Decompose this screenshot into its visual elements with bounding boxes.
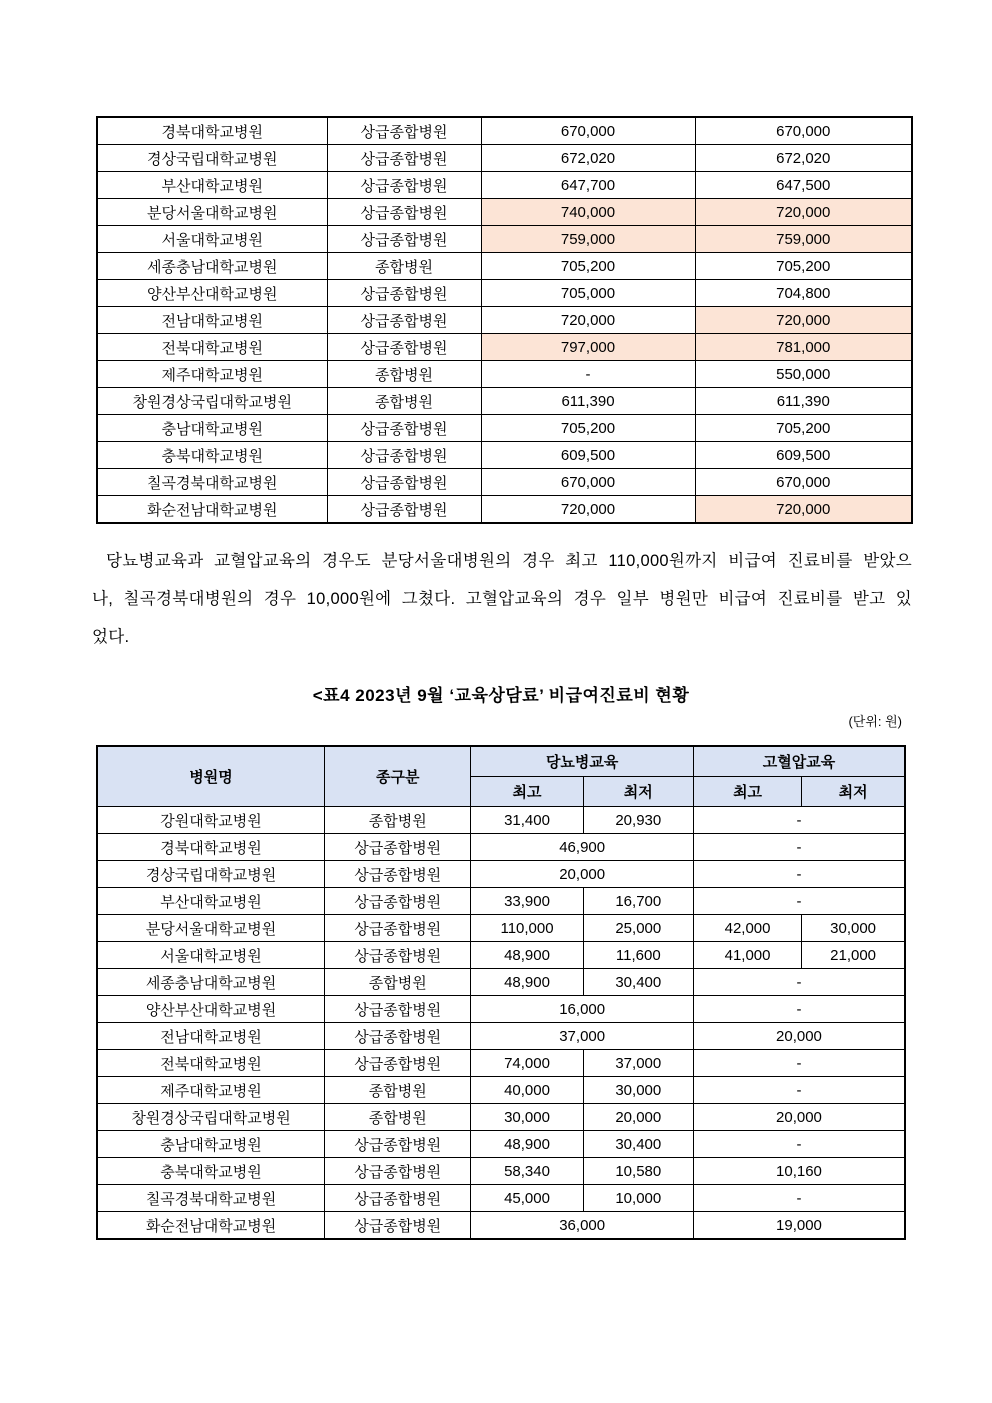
hospital-name-cell: 충남대학교병원: [97, 415, 327, 442]
hospital-category-cell: 종합병원: [325, 807, 471, 834]
diabetes-fee-cell: 20,000: [471, 861, 694, 888]
table-row: [97, 388, 912, 415]
hospital-name-cell: 전북대학교병원: [97, 334, 327, 361]
hospital-name-cell: 양산부산대학교병원: [97, 996, 325, 1023]
hypertension-fee-cell: -: [693, 807, 905, 834]
fee-value-cell: 611,390: [695, 388, 912, 415]
diabetes-fee-cell-min: 30,000: [583, 1077, 693, 1104]
hospital-category-cell: 상급종합병원: [327, 172, 481, 199]
diabetes-fee-cell-min: 16,700: [583, 888, 693, 915]
hypertension-fee-cell: -: [693, 1077, 905, 1104]
hospital-category-cell: 종합병원: [325, 1077, 471, 1104]
diabetes-fee-cell-min: 25,000: [583, 915, 693, 942]
header-diabetes-min: 최저: [583, 777, 693, 807]
fee-value-cell: 670,000: [695, 469, 912, 496]
hypertension-fee-cell-max: 42,000: [693, 915, 801, 942]
diabetes-fee-cell-max: 48,900: [471, 1131, 583, 1158]
hospital-name-cell: 칠곡경북대학교병원: [97, 469, 327, 496]
hospital-name-cell: 분당서울대학교병원: [97, 915, 325, 942]
table-row: [97, 1212, 905, 1240]
diabetes-fee-cell-min: 30,400: [583, 1131, 693, 1158]
table-row: [97, 199, 912, 226]
table-row: [97, 361, 912, 388]
education-fee-table-header: [97, 746, 905, 807]
education-fee-table: [96, 745, 906, 1240]
fee-value-cell: 720,000: [695, 307, 912, 334]
hospital-name-cell: 화순전남대학교병원: [97, 1212, 325, 1240]
hospital-category-cell: 상급종합병원: [327, 415, 481, 442]
fee-value-cell: 611,390: [481, 388, 695, 415]
table-row: [97, 1104, 905, 1131]
hospital-category-cell: 상급종합병원: [327, 442, 481, 469]
header-hypertension-min: 최저: [802, 777, 905, 807]
header-hospital: 병원명: [97, 746, 325, 807]
hospital-name-cell: 양산부산대학교병원: [97, 280, 327, 307]
table-row: [97, 469, 912, 496]
hospital-category-cell: 상급종합병원: [327, 117, 481, 145]
diabetes-fee-cell: 36,000: [471, 1212, 694, 1240]
table-row: [97, 253, 912, 280]
hospital-name-cell: 분당서울대학교병원: [97, 199, 327, 226]
hospital-category-cell: 상급종합병원: [325, 1158, 471, 1185]
hospital-category-cell: 상급종합병원: [327, 280, 481, 307]
hypertension-fee-cell: -: [693, 1185, 905, 1212]
fee-value-cell: 672,020: [695, 145, 912, 172]
hypertension-fee-cell: 20,000: [693, 1023, 905, 1050]
hospital-category-cell: 상급종합병원: [327, 145, 481, 172]
hospital-category-cell: 상급종합병원: [325, 1131, 471, 1158]
table-row: [97, 942, 905, 969]
hospital-category-cell: 종합병원: [325, 969, 471, 996]
unit-label: (단위: 원): [848, 714, 902, 729]
fee-value-cell: 672,020: [481, 145, 695, 172]
table-row: [97, 1158, 905, 1185]
fee-value-cell: 720,000: [481, 496, 695, 524]
hospital-name-cell: 세종충남대학교병원: [97, 253, 327, 280]
hospital-category-cell: 상급종합병원: [327, 226, 481, 253]
hospital-category-cell: 상급종합병원: [327, 199, 481, 226]
fee-table-continued: [96, 116, 913, 524]
diabetes-fee-cell-max: 33,900: [471, 888, 583, 915]
hospital-name-cell: 칠곡경북대학교병원: [97, 1185, 325, 1212]
header-diabetes-group: 당뇨병교육: [471, 746, 694, 777]
hospital-category-cell: 상급종합병원: [327, 307, 481, 334]
hospital-name-cell: 제주대학교병원: [97, 1077, 325, 1104]
hospital-name-cell: 전남대학교병원: [97, 307, 327, 334]
hospital-category-cell: 상급종합병원: [327, 334, 481, 361]
fee-value-cell: 720,000: [695, 199, 912, 226]
table-row: [97, 1131, 905, 1158]
fee-value-cell: 781,000: [695, 334, 912, 361]
education-fee-table-body: [97, 807, 905, 1240]
hospital-name-cell: 경상국립대학교병원: [97, 861, 325, 888]
diabetes-fee-cell-max: 40,000: [471, 1077, 583, 1104]
table-row: [97, 280, 912, 307]
header-diabetes-max: 최고: [471, 777, 583, 807]
fee-value-cell: 647,700: [481, 172, 695, 199]
hospital-category-cell: 상급종합병원: [325, 996, 471, 1023]
table-row: [97, 1185, 905, 1212]
diabetes-fee-cell-max: 58,340: [471, 1158, 583, 1185]
hypertension-fee-cell: 10,160: [693, 1158, 905, 1185]
table-row: [97, 226, 912, 253]
diabetes-fee-cell: 37,000: [471, 1023, 694, 1050]
hospital-name-cell: 전북대학교병원: [97, 1050, 325, 1077]
table-row: [97, 145, 912, 172]
fee-value-cell: 705,000: [481, 280, 695, 307]
table-row: [97, 915, 905, 942]
hospital-category-cell: 상급종합병원: [325, 1185, 471, 1212]
hospital-name-cell: 경상국립대학교병원: [97, 145, 327, 172]
hospital-category-cell: 상급종합병원: [325, 888, 471, 915]
fee-value-cell: 550,000: [695, 361, 912, 388]
hypertension-fee-cell: -: [693, 1050, 905, 1077]
hospital-category-cell: 상급종합병원: [325, 1212, 471, 1240]
table4-title: <표4 2023년 9월 ‘교육상담료’ 비급여진료비 현황: [312, 686, 690, 705]
hospital-category-cell: 상급종합병원: [325, 942, 471, 969]
diabetes-fee-cell-max: 30,000: [471, 1104, 583, 1131]
header-row-groups: [97, 746, 905, 777]
hospital-name-cell: 제주대학교병원: [97, 361, 327, 388]
hospital-category-cell: 상급종합병원: [327, 496, 481, 524]
table-row: [97, 415, 912, 442]
fee-value-cell: 759,000: [695, 226, 912, 253]
table-row: [97, 442, 912, 469]
table-row: [97, 307, 912, 334]
fee-value-cell: 705,200: [481, 415, 695, 442]
hospital-category-cell: 상급종합병원: [325, 861, 471, 888]
fee-value-cell: 670,000: [481, 117, 695, 145]
hospital-category-cell: 종합병원: [327, 388, 481, 415]
fee-value-cell: -: [481, 361, 695, 388]
hospital-category-cell: 종합병원: [327, 361, 481, 388]
fee-value-cell: 705,200: [695, 415, 912, 442]
table-row: [97, 807, 905, 834]
hypertension-fee-cell: -: [693, 969, 905, 996]
hospital-name-cell: 충남대학교병원: [97, 1131, 325, 1158]
hospital-name-cell: 서울대학교병원: [97, 942, 325, 969]
table-row: [97, 861, 905, 888]
fee-value-cell: 720,000: [481, 307, 695, 334]
table-row: [97, 496, 912, 524]
diabetes-fee-cell-min: 10,000: [583, 1185, 693, 1212]
diabetes-fee-cell-min: 10,580: [583, 1158, 693, 1185]
table-row: [97, 969, 905, 996]
table-row: [97, 888, 905, 915]
header-hypertension-group: 고혈압교육: [693, 746, 905, 777]
table-row: [97, 117, 912, 145]
diabetes-fee-cell-min: 11,600: [583, 942, 693, 969]
hospital-category-cell: 상급종합병원: [327, 469, 481, 496]
table-row: [97, 1023, 905, 1050]
body-paragraph: 당뇨병교육과 교혈압교육의 경우도 분당서울대병원의 경우 최고 110,000원까지 비급여 진료비를 받았으나, 칠곡경북대병원의 경우 10,000원에 그쳤다. 고혈압교육의 경우 일부 병원만 비급여 진료비를 받고 있었다.: [92, 551, 912, 646]
hospital-name-cell: 부산대학교병원: [97, 888, 325, 915]
diabetes-fee-cell-min: 20,000: [583, 1104, 693, 1131]
fee-value-cell: 720,000: [695, 496, 912, 524]
hospital-category-cell: 종합병원: [327, 253, 481, 280]
diabetes-fee-cell-max: 48,900: [471, 969, 583, 996]
fee-table-continued-body: [97, 117, 912, 523]
fee-value-cell: 740,000: [481, 199, 695, 226]
diabetes-fee-cell-max: 74,000: [471, 1050, 583, 1077]
header-category: 종구분: [325, 746, 471, 807]
hypertension-fee-cell-min: 30,000: [802, 915, 905, 942]
hypertension-fee-cell-min: 21,000: [802, 942, 905, 969]
hospital-name-cell: 충북대학교병원: [97, 442, 327, 469]
diabetes-fee-cell-max: 48,900: [471, 942, 583, 969]
hospital-name-cell: 충북대학교병원: [97, 1158, 325, 1185]
fee-value-cell: 705,200: [481, 253, 695, 280]
table-row: [97, 334, 912, 361]
diabetes-fee-cell-min: 37,000: [583, 1050, 693, 1077]
fee-value-cell: 704,800: [695, 280, 912, 307]
diabetes-fee-cell: 16,000: [471, 996, 694, 1023]
hospital-name-cell: 경북대학교병원: [97, 117, 327, 145]
hospital-category-cell: 상급종합병원: [325, 1023, 471, 1050]
diabetes-fee-cell: 46,900: [471, 834, 694, 861]
fee-value-cell: 609,500: [695, 442, 912, 469]
fee-value-cell: 670,000: [695, 117, 912, 145]
fee-value-cell: 797,000: [481, 334, 695, 361]
diabetes-fee-cell-max: 31,400: [471, 807, 583, 834]
fee-value-cell: 647,500: [695, 172, 912, 199]
hospital-category-cell: 상급종합병원: [325, 1050, 471, 1077]
hypertension-fee-cell: -: [693, 861, 905, 888]
diabetes-fee-cell-min: 20,930: [583, 807, 693, 834]
hospital-name-cell: 강원대학교병원: [97, 807, 325, 834]
diabetes-fee-cell-max: 110,000: [471, 915, 583, 942]
fee-value-cell: 609,500: [481, 442, 695, 469]
hospital-name-cell: 서울대학교병원: [97, 226, 327, 253]
table-row: [97, 834, 905, 861]
hospital-name-cell: 창원경상국립대학교병원: [97, 388, 327, 415]
fee-value-cell: 670,000: [481, 469, 695, 496]
table-row: [97, 172, 912, 199]
diabetes-fee-cell-max: 45,000: [471, 1185, 583, 1212]
hypertension-fee-cell: 20,000: [693, 1104, 905, 1131]
fee-value-cell: 705,200: [695, 253, 912, 280]
hypertension-fee-cell: 19,000: [693, 1212, 905, 1240]
hypertension-fee-cell-max: 41,000: [693, 942, 801, 969]
hospital-name-cell: 화순전남대학교병원: [97, 496, 327, 524]
hospital-category-cell: 종합병원: [325, 1104, 471, 1131]
fee-value-cell: 759,000: [481, 226, 695, 253]
hospital-name-cell: 경북대학교병원: [97, 834, 325, 861]
hypertension-fee-cell: -: [693, 888, 905, 915]
hypertension-fee-cell: -: [693, 1131, 905, 1158]
table-row: [97, 1050, 905, 1077]
hospital-name-cell: 세종충남대학교병원: [97, 969, 325, 996]
hospital-name-cell: 전남대학교병원: [97, 1023, 325, 1050]
hospital-name-cell: 부산대학교병원: [97, 172, 327, 199]
table-row: [97, 996, 905, 1023]
hospital-category-cell: 상급종합병원: [325, 915, 471, 942]
hospital-category-cell: 상급종합병원: [325, 834, 471, 861]
hypertension-fee-cell: -: [693, 834, 905, 861]
hypertension-fee-cell: -: [693, 996, 905, 1023]
table-row: [97, 1077, 905, 1104]
hospital-name-cell: 창원경상국립대학교병원: [97, 1104, 325, 1131]
diabetes-fee-cell-min: 30,400: [583, 969, 693, 996]
header-hypertension-max: 최고: [693, 777, 801, 807]
